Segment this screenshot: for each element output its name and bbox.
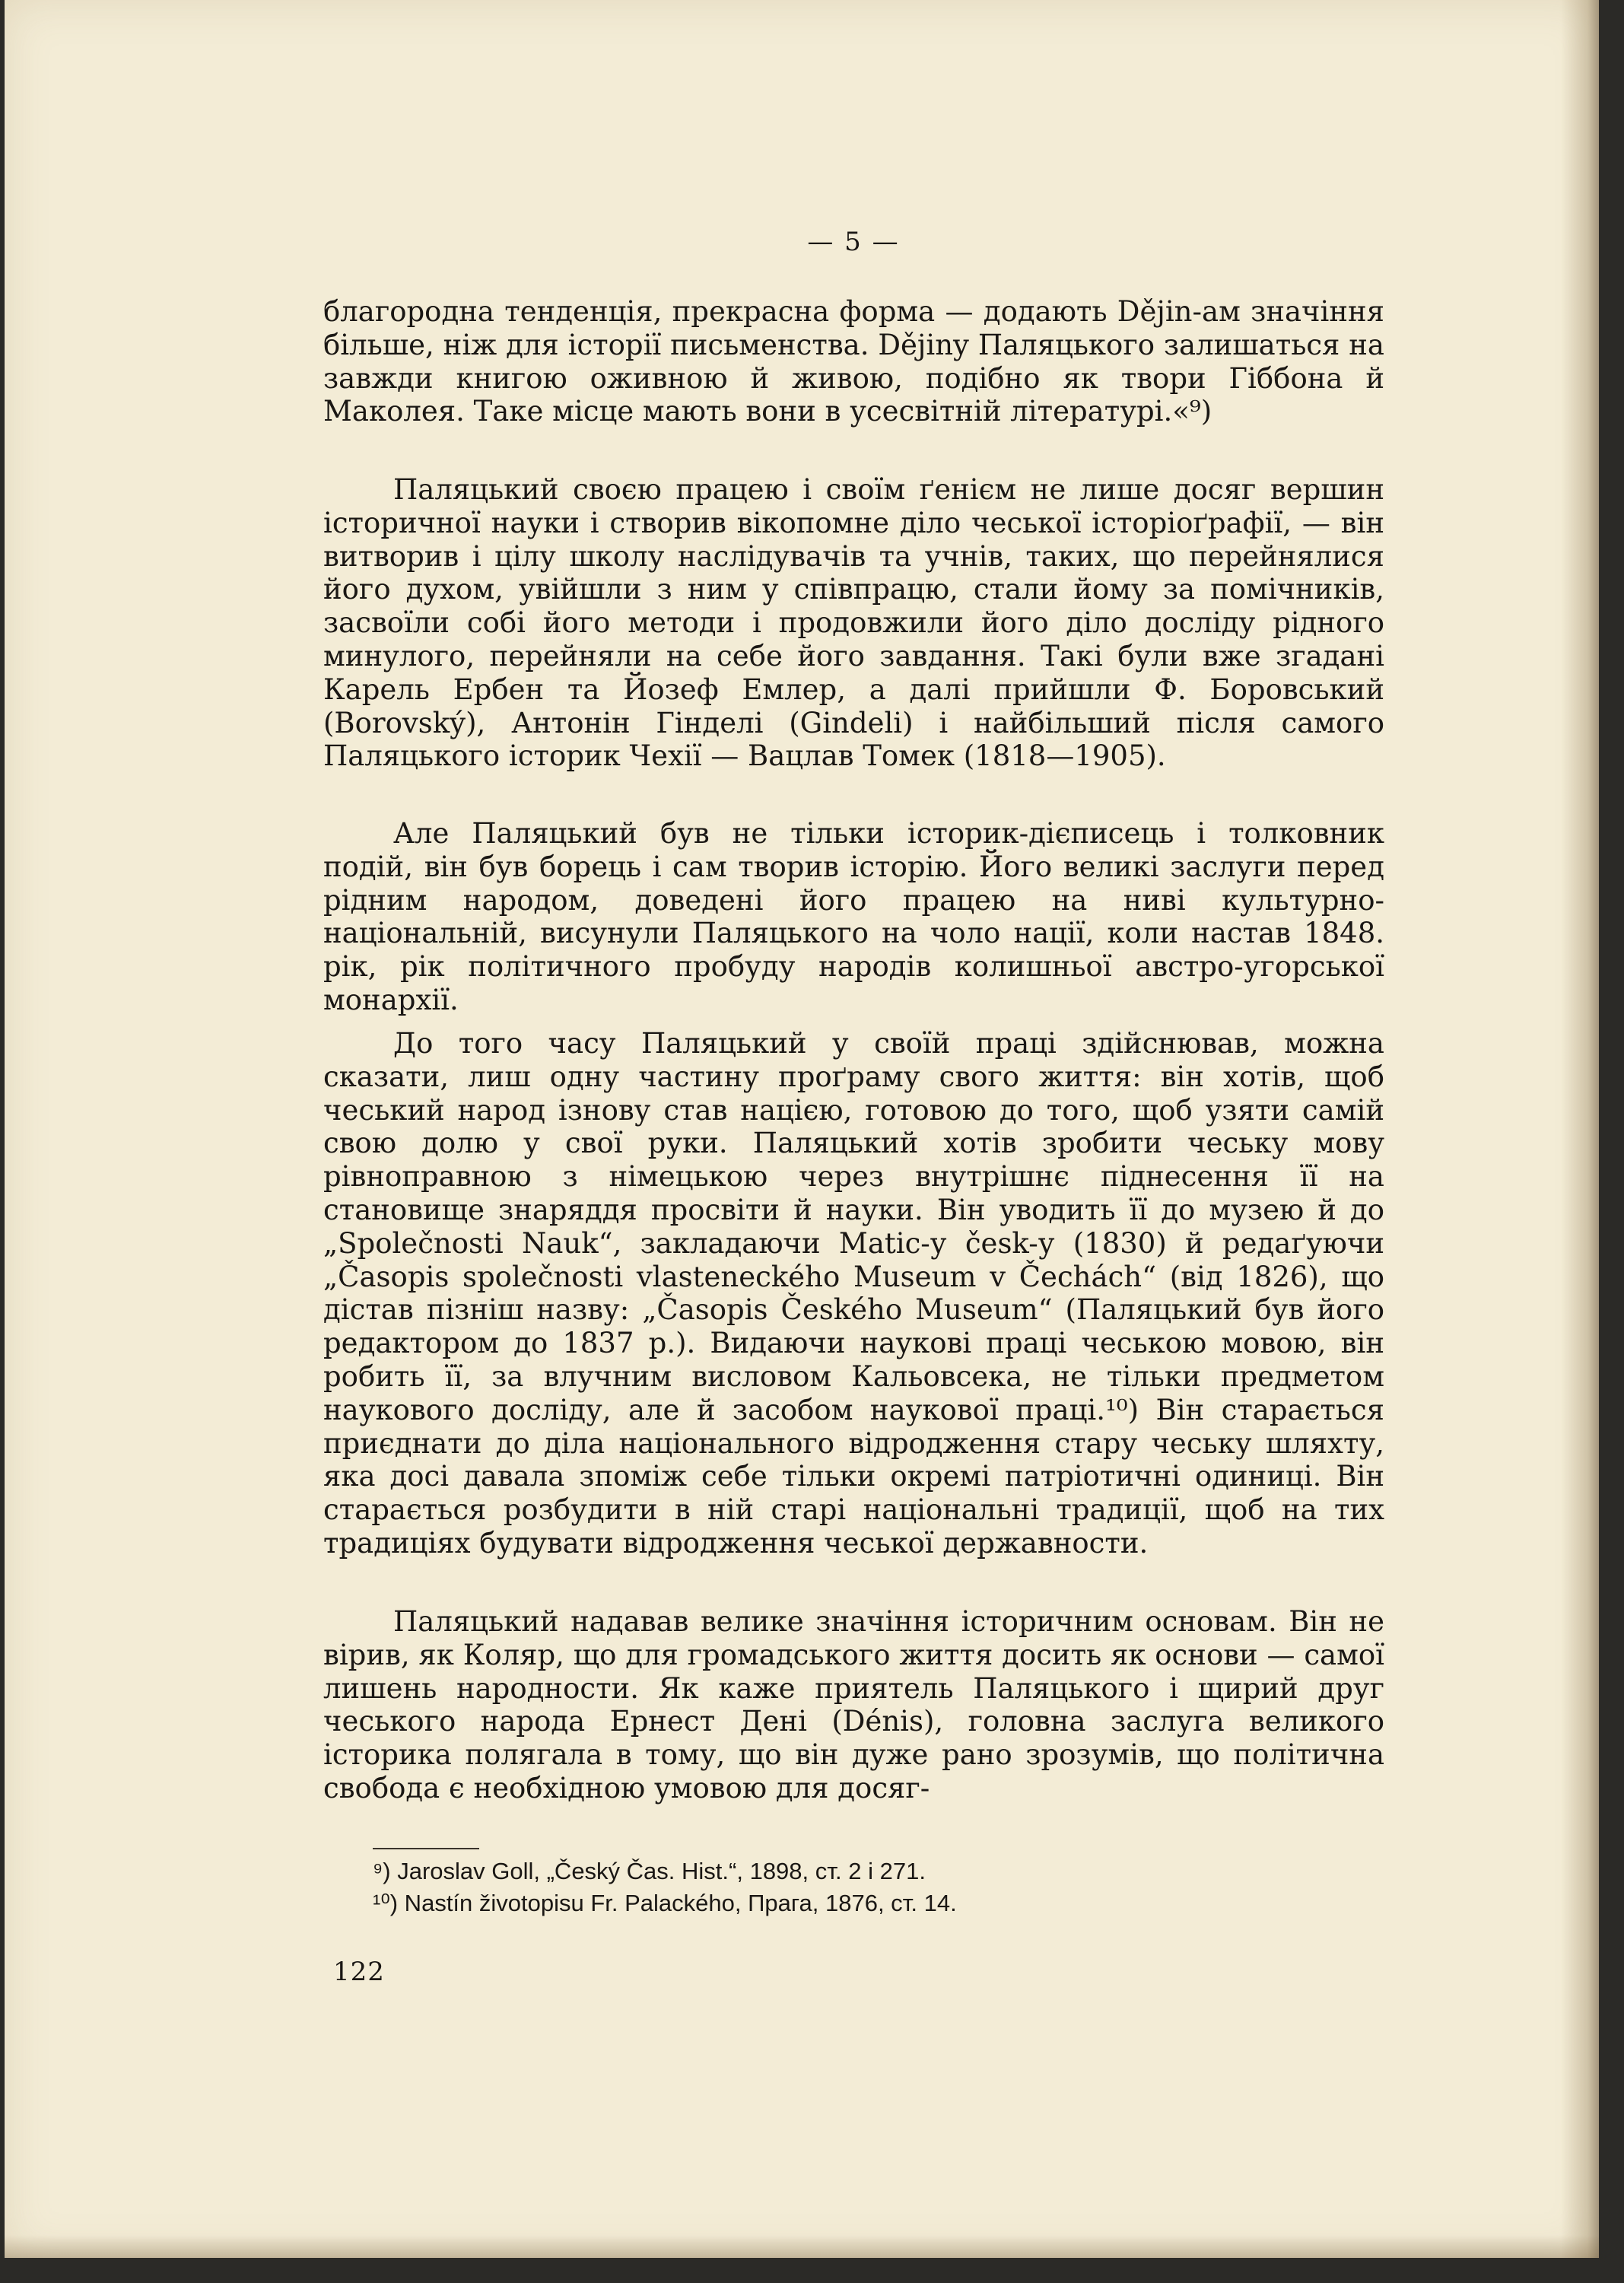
footnote-9: ⁹) Jaroslav Goll, „Český Čas. Hist.“, 1898, ст. 2 і 271. [373, 1858, 926, 1884]
paragraph-1: благородна тенденція, прекрасна форма — додають Dějin-ам значіння більше, ніж для історії письменства. Dějiny Паляцького залишаться на завжди книгою оживною й живою, подібно як твори Гіббона й Маколея. Таке місце мають вони в усесвітній літературі.«⁹) [323, 295, 1384, 428]
footnote-10: ¹⁰) Nastín životopisu Fr. Palackého, Прага, 1876, ст. 14. [373, 1890, 957, 1916]
paragraph-4: До того часу Паляцький у своїй праці здійснював, можна сказати, лиш одну частину проґраму свого життя: він хотів, щоб чеський народ ізнову став нацією, готовою до того, щоб узяти самій свою долю у свої руки. Паляцький хотів зробити чеську мову рівноправною з німецькою через внутрішнє піднесення її на становище знаряддя просвіти й науки. Він уводить її до музею й до „Společnosti Nauk“, закладаючи Matic-у česk-у (1830) й редаґуючи „Časopis společnosti vlasteneckého Museum v Čechách“ (від 1826), що дістав пізніш назву: „Časopis Českého Museum“ (Паляцький був його редактором до 1837 р.). Видаючи наукові праці чеською мовою, він робить її, за влучним висловом Кальовсека, не тільки предметом наукового досліду, але й засобом наукової праці.¹⁰) Він старається приєднати до діла національного відродження стару чеську шляхту, яка досі давала зпоміж себе тільки окремі патріотичні одиниці. Він старається розбудити в ній старі національні традиції, щоб на тих традиціях будувати відродження чеської державности. [323, 1027, 1384, 1560]
paragraph-3: Але Паляцький був не тільки історик-дієписець і толковник подій, він був борець і сам творив історію. Його великі заслуги перед рідним народом, доведені його працею на ниві культурно-національній, висунули Паляцького на чоло нації, коли настав 1848. рік, рік політичного пробуду народів колишньої австро-угорської монархії. [323, 817, 1384, 1016]
page-number-header: — 5 — [807, 227, 900, 257]
footnote-divider [373, 1848, 479, 1849]
page-edge-shadow [1561, 0, 1599, 2258]
paragraph-2: Паляцький своєю працею і своїм ґенієм не лише досяг вершин історичної науки і створив вікопомне діло чеської історіоґрафії, — він витворив і цілу школу наслідувачів та учнів, таких, що перейнялися його духом, увійшли з ним у співпрацю, стали йому за помічників, засвоїли собі його методи і продовжили його діло досліду рідного минулого, перейняли на себе його завдання. Такі були вже згадані Карель Ербен та Йозеф Емлер, а далі прийшли Ф. Боровський (Borovský), Антонін Гінделі (Gindeli) і найбільший після самого Паляцького історик Чехії — Вацлав Томек (1818—1905). [323, 473, 1384, 773]
paragraph-5: Паляцький надавав велике значіння історичним основам. Він не вірив, як Коляр, що для громадського життя досить як основи — самої лишень народности. Як каже приятель Паляцького і щирий друг чеського народа Ернест Дені (Dénis), головна заслуга великого історика полягала в тому, що він дуже рано зрозумів, що політична свобода є необхідною умовою для досяг- [323, 1605, 1384, 1804]
printer-signature-mark: 122 [333, 1957, 385, 1987]
page-bottom-shadow [5, 2235, 1599, 2258]
